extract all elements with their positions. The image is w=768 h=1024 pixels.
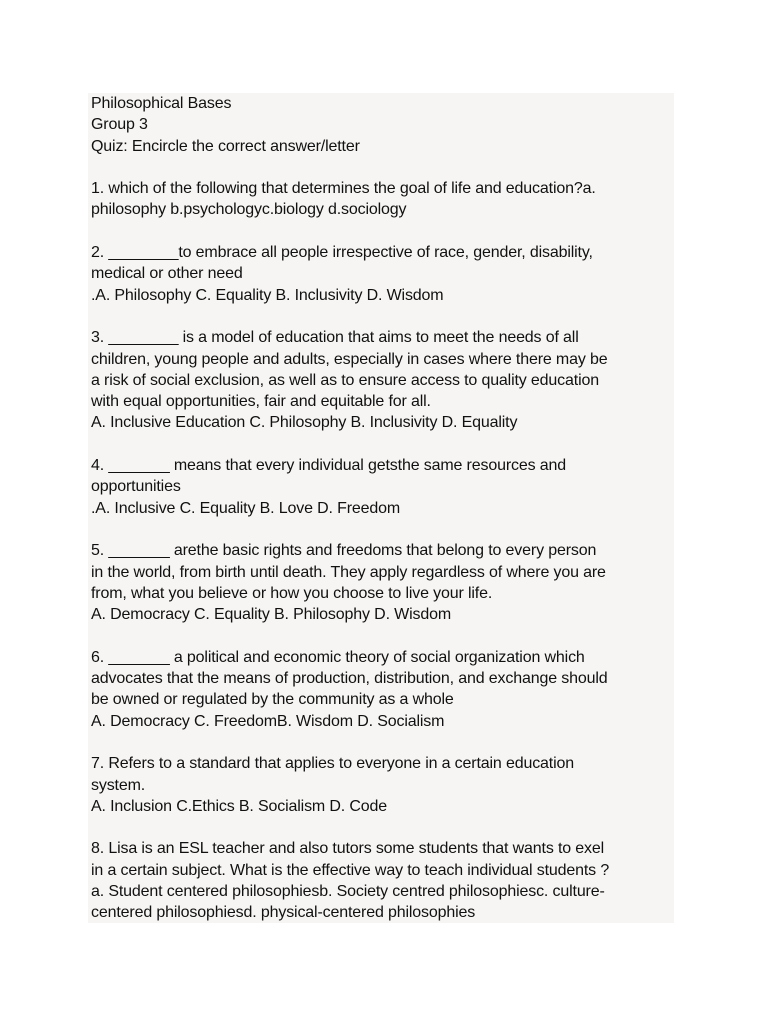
spacer <box>91 625 674 646</box>
question-3 <box>91 327 674 433</box>
spacer <box>91 157 674 178</box>
question-line: medical or other need <box>91 265 243 283</box>
question-line: children, young people and adults, especially in cases where there may be <box>91 350 608 368</box>
spacer <box>91 221 674 242</box>
question-8 <box>91 838 674 923</box>
question-line: 1. which of the following that determines the goal of life and education?a. <box>91 180 596 198</box>
document-page <box>88 93 674 923</box>
question-line: system. <box>91 776 146 794</box>
question-options: a. Student centered philosophiesb. Society centred philosophiesc. culture- <box>91 882 605 900</box>
question-options: centered philosophiesd. physical-centered philosophies <box>91 904 476 922</box>
question-line: 4. _______ means that every individual getsthe same resources and <box>91 457 566 475</box>
spacer <box>91 817 674 838</box>
question-line: from, what you believe or how you choose to live your life. <box>91 584 493 602</box>
question-line: in a certain subject. What is the effective way to teach individual students ? <box>91 861 610 879</box>
group-label: Group 3 <box>91 116 148 134</box>
question-line: in the world, from birth until death. They apply regardless of where you are <box>91 563 606 581</box>
question-options: .A. Inclusive C. Equality B. Love D. Freedom <box>91 499 401 517</box>
question-options: A. Democracy C. FreedomB. Wisdom D. Socialism <box>91 712 445 730</box>
spacer <box>91 519 674 540</box>
question-7 <box>91 753 674 817</box>
spacer <box>91 732 674 753</box>
document-header <box>91 93 674 157</box>
spacer <box>91 434 674 455</box>
question-line: opportunities <box>91 478 181 496</box>
question-line: 6. _______ a political and economic theory of social organization which <box>91 648 585 666</box>
question-line: 5. _______ arethe basic rights and freedoms that belong to every person <box>91 542 597 560</box>
question-options: A. Democracy C. Equality B. Philosophy D. Wisdom <box>91 606 452 624</box>
question-line: a risk of social exclusion, as well as to ensure access to quality education <box>91 371 599 389</box>
question-line: 8. Lisa is an ESL teacher and also tutors some students that wants to exel <box>91 840 605 858</box>
question-6 <box>91 647 674 732</box>
question-options: .A. Philosophy C. Equality B. Inclusivity D. Wisdom <box>91 286 444 304</box>
question-line: 7. Refers to a standard that applies to everyone in a certain education <box>91 755 574 773</box>
quiz-instructions: Quiz: Encircle the correct answer/letter <box>91 137 360 155</box>
question-line: 2. ________to embrace all people irrespective of race, gender, disability, <box>91 244 593 262</box>
question-4 <box>91 455 674 519</box>
question-2 <box>91 242 674 306</box>
question-line: advocates that the means of production, distribution, and exchange should <box>91 670 608 688</box>
document-title: Philosophical Bases <box>91 95 232 112</box>
question-line: philosophy b.psychologyc.biology d.sociology <box>91 201 407 219</box>
question-line: be owned or regulated by the community as a whole <box>91 691 454 709</box>
question-5 <box>91 540 674 625</box>
spacer <box>91 306 674 327</box>
question-1 <box>91 178 674 221</box>
question-line: with equal opportunities, fair and equitable for all. <box>91 393 431 411</box>
question-line: 3. ________ is a model of education that aims to meet the needs of all <box>91 329 579 347</box>
question-options: A. Inclusion C.Ethics B. Socialism D. Code <box>91 797 388 815</box>
question-options: A. Inclusive Education C. Philosophy B. Inclusivity D. Equality <box>91 414 518 432</box>
